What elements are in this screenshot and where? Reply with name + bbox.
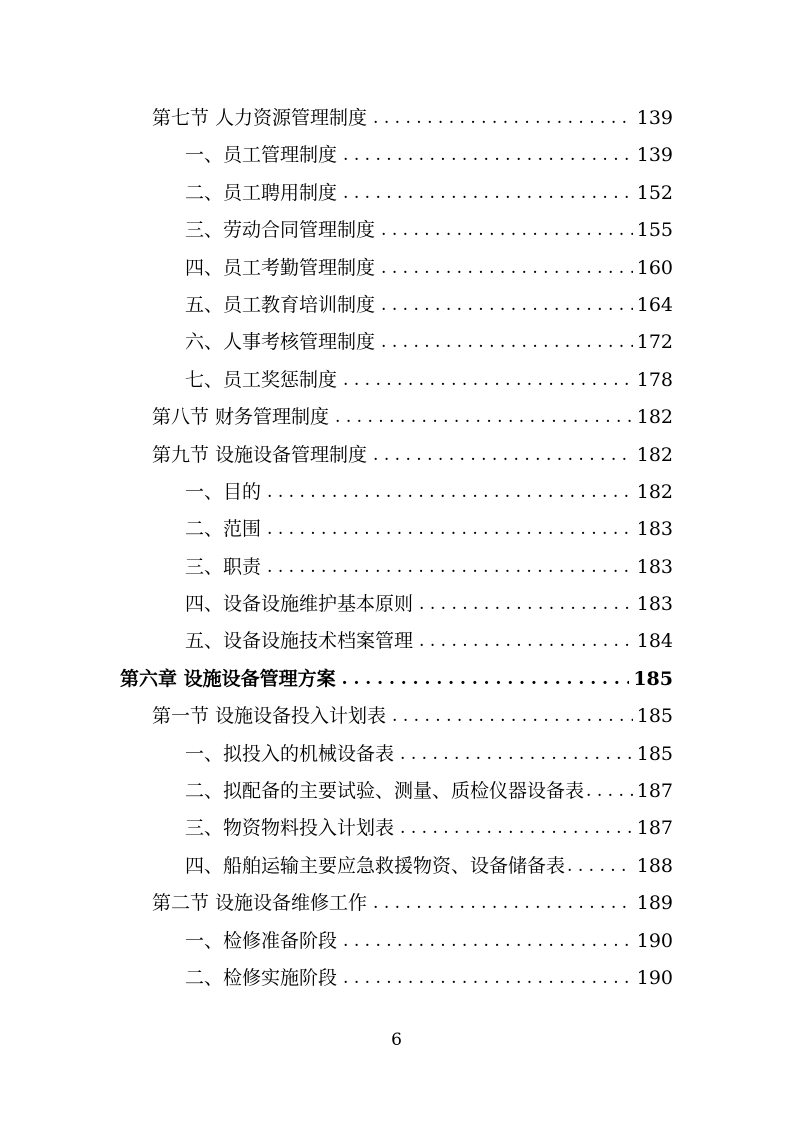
toc-entry-title: 七、员工奖惩制度 <box>185 368 338 391</box>
toc-entry-item[interactable] <box>0 362 793 399</box>
toc-dot-leader <box>343 137 633 174</box>
toc-entry-item[interactable] <box>0 324 793 361</box>
toc-entry-line <box>185 474 673 511</box>
toc-dot-leader <box>373 100 633 137</box>
toc-entry-page: 185 <box>633 667 673 690</box>
toc-dot-leader <box>586 773 633 810</box>
toc-entry-page: 152 <box>636 181 673 204</box>
toc-entry-title: 二、员工聘用制度 <box>185 181 338 204</box>
toc-entry-title: 二、拟配备的主要试验、测量、质检仪器设备表 <box>185 780 585 803</box>
toc-entry-section[interactable] <box>0 100 793 137</box>
toc-entry-page: 190 <box>636 929 673 952</box>
toc-entry-item[interactable] <box>0 773 793 810</box>
toc-dot-leader <box>381 250 633 287</box>
toc-dot-leader <box>342 661 630 698</box>
toc-entry-line <box>185 586 673 623</box>
toc-entry-item[interactable] <box>0 474 793 511</box>
toc-entry-section[interactable] <box>0 698 793 735</box>
toc-entry-line <box>185 212 673 249</box>
toc-entry-line <box>185 623 673 660</box>
toc-entry-line <box>185 810 673 847</box>
page-number: 6 <box>391 1030 402 1050</box>
toc-entry-line <box>185 511 673 548</box>
toc-entry-section[interactable] <box>0 437 793 474</box>
toc-entry-item[interactable] <box>0 175 793 212</box>
toc-entry-item[interactable] <box>0 960 793 997</box>
toc-entry-line <box>185 960 673 997</box>
toc-entry-page: 182 <box>636 480 673 503</box>
toc-dot-leader <box>343 175 633 212</box>
toc-dot-leader <box>419 586 633 623</box>
toc-entry-page: 139 <box>636 144 673 167</box>
toc-entry-line <box>185 287 673 324</box>
toc-entry-page: 184 <box>636 630 673 653</box>
toc-entry-page: 183 <box>636 555 673 578</box>
toc-entry-item[interactable] <box>0 848 793 885</box>
toc-entry-section[interactable] <box>0 885 793 922</box>
toc-entry-item[interactable] <box>0 623 793 660</box>
toc-entry-page: 182 <box>636 406 673 429</box>
toc-entry-title: 三、劳动合同管理制度 <box>185 219 376 242</box>
toc-entry-title: 四、船舶运输主要应急救援物资、设备储备表 <box>185 854 566 877</box>
toc-entry-title: 第一节 设施设备投入计划表 <box>152 705 387 728</box>
toc-entry-title: 第八节 财务管理制度 <box>152 406 330 429</box>
toc-entry-title: 第六章 设施设备管理方案 <box>120 667 336 690</box>
table-of-contents <box>0 100 793 997</box>
toc-entry-line <box>185 736 673 773</box>
toc-entry-item[interactable] <box>0 586 793 623</box>
toc-entry-item[interactable] <box>0 137 793 174</box>
toc-entry-line <box>185 549 673 586</box>
toc-dot-leader <box>400 736 633 773</box>
toc-entry-title: 四、员工考勤管理制度 <box>185 256 376 279</box>
toc-dot-leader <box>381 324 633 361</box>
toc-dot-leader <box>373 885 633 922</box>
toc-entry-page: 183 <box>636 518 673 541</box>
toc-dot-leader <box>567 848 633 885</box>
toc-entry-line <box>185 324 673 361</box>
toc-entry-page: 187 <box>636 780 673 803</box>
toc-entry-line <box>152 437 673 474</box>
toc-entry-title: 一、拟投入的机械设备表 <box>185 742 395 765</box>
toc-entry-line <box>185 175 673 212</box>
toc-entry-title: 五、设备设施技术档案管理 <box>185 630 414 653</box>
toc-entry-item[interactable] <box>0 736 793 773</box>
toc-entry-line <box>152 399 673 436</box>
toc-dot-leader <box>343 362 633 399</box>
toc-entry-line <box>185 773 673 810</box>
toc-dot-leader <box>343 923 633 960</box>
toc-entry-item[interactable] <box>0 549 793 586</box>
toc-dot-leader <box>335 399 633 436</box>
toc-entry-line <box>185 848 673 885</box>
toc-entry-title: 三、物资物料投入计划表 <box>185 817 395 840</box>
toc-entry-page: 139 <box>636 107 673 129</box>
toc-entry-page: 189 <box>636 892 673 915</box>
toc-entry-page: 185 <box>636 705 673 728</box>
toc-entry-line <box>152 885 673 922</box>
toc-dot-leader <box>400 810 633 847</box>
toc-entry-title: 五、员工教育培训制度 <box>185 293 376 316</box>
toc-entry-page: 178 <box>636 368 673 391</box>
toc-dot-leader <box>267 511 633 548</box>
toc-entry-page: 182 <box>636 443 673 466</box>
toc-entry-title: 一、检修准备阶段 <box>185 929 338 952</box>
toc-entry-item[interactable] <box>0 250 793 287</box>
toc-entry-page: 185 <box>636 742 673 765</box>
toc-entry-chapter[interactable] <box>0 661 793 698</box>
toc-entry-title: 第七节 人力资源管理制度 <box>152 107 368 129</box>
toc-entry-line <box>185 137 673 174</box>
toc-dot-leader <box>381 212 633 249</box>
toc-entry-item[interactable] <box>0 511 793 548</box>
toc-dot-leader <box>267 549 633 586</box>
toc-entry-line <box>152 100 673 137</box>
toc-entry-section[interactable] <box>0 399 793 436</box>
toc-entry-page: 172 <box>636 331 673 354</box>
toc-entry-page: 183 <box>636 593 673 616</box>
toc-entry-page: 164 <box>636 293 673 316</box>
toc-entry-title: 一、员工管理制度 <box>185 144 338 167</box>
toc-entry-title: 二、检修实施阶段 <box>185 966 338 989</box>
toc-entry-title: 六、人事考核管理制度 <box>185 331 376 354</box>
toc-entry-page: 160 <box>636 256 673 279</box>
toc-entry-item[interactable] <box>0 287 793 324</box>
toc-entry-line <box>152 698 673 735</box>
toc-dot-leader <box>373 437 633 474</box>
toc-entry-page: 190 <box>636 966 673 989</box>
toc-entry-title: 第九节 设施设备管理制度 <box>152 443 368 466</box>
toc-entry-item[interactable] <box>0 212 793 249</box>
toc-entry-title: 四、设备设施维护基本原则 <box>185 593 414 616</box>
toc-dot-leader <box>392 698 633 735</box>
toc-entry-line <box>120 661 673 698</box>
toc-entry-page: 155 <box>636 219 673 242</box>
toc-entry-page: 187 <box>636 817 673 840</box>
toc-entry-title: 三、职责 <box>185 555 262 578</box>
toc-entry-title: 二、范围 <box>185 518 262 541</box>
toc-entry-line <box>185 923 673 960</box>
toc-dot-leader <box>419 623 633 660</box>
toc-entry-page: 188 <box>636 854 673 877</box>
toc-entry-title: 一、目的 <box>185 480 262 503</box>
toc-entry-line <box>185 362 673 399</box>
toc-entry-item[interactable] <box>0 810 793 847</box>
toc-entry-title: 第二节 设施设备维修工作 <box>152 892 368 915</box>
toc-entry-line <box>185 250 673 287</box>
toc-entry-item[interactable] <box>0 923 793 960</box>
toc-dot-leader <box>381 287 633 324</box>
toc-dot-leader <box>343 960 633 997</box>
toc-dot-leader <box>267 474 633 511</box>
